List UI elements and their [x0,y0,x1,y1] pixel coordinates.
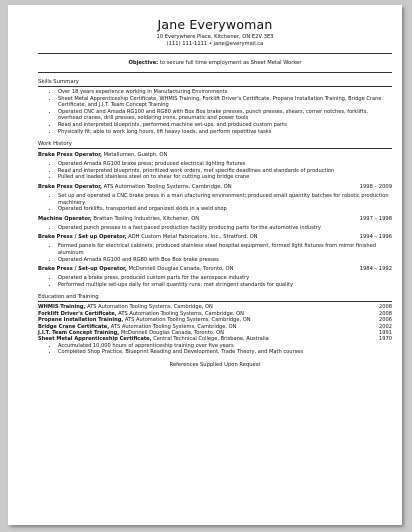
job-duty: • Operated punch presses in a fast paced production facility producing parts for the automotive industry [58,225,392,232]
education-list [38,304,392,342]
skill-item: • Over 18 years experience working in Manufacturing Environments [58,89,392,96]
education-detail: ATS Automation Tooling Systems, Cambridge, ON [85,304,213,311]
job-company: Brattan Tooling Industries, Kitchener, ON [91,215,200,222]
education-detail: ATS Automation Tooling Systems, Cambridge, ON [109,323,237,330]
education-label: J.I.T. Team Concept Training, [38,329,120,336]
objective-label: Objective: [128,60,159,66]
job-duty: • Set up and operated a CNC brake press in a man ufacturing environment; produced small quantity batches for robotic production machinery [58,193,392,206]
education-year: 1970 [379,336,392,343]
job-duties [38,275,392,288]
education-detail: Central Technical College, Brisbane, Australia [151,336,269,343]
job-duty: • Operated Amada RG100 and RG80 with Box Box brake presses [58,257,392,264]
job-duty: • Operated forklifts, transported and organized skids in a weld shop [58,206,392,213]
job-entry [38,266,392,288]
skills-list [38,89,392,135]
education-label: Sheet Metal Apprenticeship Certificate, [38,336,152,343]
education-section [38,294,392,356]
job-dates: 1997 – 1998 [359,215,392,222]
job-role: Brake Press Operator, [38,152,103,159]
job-company: ADH Custom Metal Fabricators, Inc., Stratford, ON [126,234,258,241]
job-company: McDonnell Douglas Canada, Toronto, ON [126,266,234,273]
header-divider [38,53,392,54]
job-role-line [38,216,199,223]
education-year: 2008 [379,304,392,311]
education-year: 2002 [379,323,392,330]
education-label: Forklift Driver's Certificate, [38,310,117,317]
job-entry [38,216,392,232]
job-role: Machine Operator, [38,215,92,222]
education-note: • Completed Shop Practice, Blueprint Reading and Development, Trade Theory, and Math courses [58,349,392,356]
education-entry [38,336,269,342]
skill-item: • Operated CNC and Amada RG100 and RG80 with Box Box brake presses, punch presses, shears, corner notches, forklifts, overhead cranes, drill presses, soldering irons, pneumatic and power tools [58,109,392,122]
job-header [38,216,392,223]
references-note: References Supplied Upon Request [169,361,261,368]
job-entry [38,184,392,213]
job-header [38,184,392,191]
job-dates: 1998 – 2009 [359,183,392,190]
job-duties [38,225,392,232]
skill-item: • Sheet Metal Apprenticeship Certificate, WHMIS Training, Forklift Driver's Certificate, Propane Installation Training, Bridge Crane Certificate, and J.I.T. Team Concept Training [58,96,392,109]
education-year: 2006 [379,317,392,324]
job-duties [38,193,392,213]
education-title: Education and Training [38,294,392,302]
education-label: WHMIS Training, [38,304,86,311]
job-duty: • Performed multiple set-ups daily for small quantity runs; met stringent standards for quality [58,282,392,289]
job-role-line [38,234,258,241]
job-dates: 1984 – 1992 [359,266,392,273]
skills-section [38,79,392,135]
job-duty: • Operated Amada RG100 brake press; produced electrical lighting fixtures [58,161,392,168]
education-year: 2008 [379,310,392,317]
skill-item: • Physically fit; able to work long hours, lift heavy loads, and perform repetitive tasks [58,129,392,136]
job-duty: • Operated a brake press, produced custom parts for the aerospace industry [58,275,392,282]
job-duties [38,161,392,181]
job-duty: • Formed panels for electrical cabinets, produced stainless steel hospital equipment, formed light fixtures from mirror finished aluminum [58,243,392,256]
work-section [38,141,392,288]
address-line: 10 Everywhere Place, Kitchener, ON E2V 3E3 [156,34,274,40]
objective-text: to secure full time employment as Sheet Metal Worker [159,60,302,66]
education-label: Propane Installation Training, [38,317,124,324]
job-company: Metallumen, Guelph, ON [102,152,168,159]
skills-title: Skills Summary [38,79,392,87]
job-header [38,152,392,159]
job-duties [38,243,392,263]
job-role-line [38,266,233,273]
education-notes [38,343,392,356]
education-year: 1991 [379,329,392,336]
job-header [38,234,392,241]
job-role: Brake Press / Set-up Operator, [38,266,127,273]
contact-line: (111) 111-1111 • jane@everymail.ca [166,41,264,47]
education-note: • Accumulated 10,000 hours of apprenticeship training over five years [58,343,392,350]
objective-line [38,60,392,66]
job-company: ATS Automation Tooling Systems, Cambridge, ON [102,183,232,190]
job-role-line [38,152,167,159]
objective-divider [38,72,392,73]
job-entry [38,152,392,181]
job-duty: • Read and interpreted blueprints, prioritized work orders, met specific deadlines and standards of production [58,168,392,175]
candidate-name: Jane Everywoman [157,17,273,32]
resume-page [8,5,402,525]
education-detail: ATS Automation Tooling Systems, Cambridge, ON [123,317,251,324]
job-role: Brake Press / Set up Operator, [38,234,127,241]
work-title: Work History [38,141,392,149]
education-detail: ATS Automation Tooling Systems, Cambridge, ON [116,310,244,317]
skill-item: • Read and interpreted blueprints, performed machine set-ups, and produced custom parts [58,122,392,129]
job-role-line [38,184,232,191]
job-dates: 1994 – 1996 [359,234,392,241]
job-duty: • Pulled and loaded stainless steel on to shear for cutting using bridge crane [58,174,392,181]
job-entry [38,234,392,263]
job-header [38,266,392,273]
education-detail: McDonnell Douglas Canada, Toronto, ON [119,329,224,336]
education-label: Bridge Crane Certificate, [38,323,110,330]
job-role: Brake Press Operator, [38,183,103,190]
